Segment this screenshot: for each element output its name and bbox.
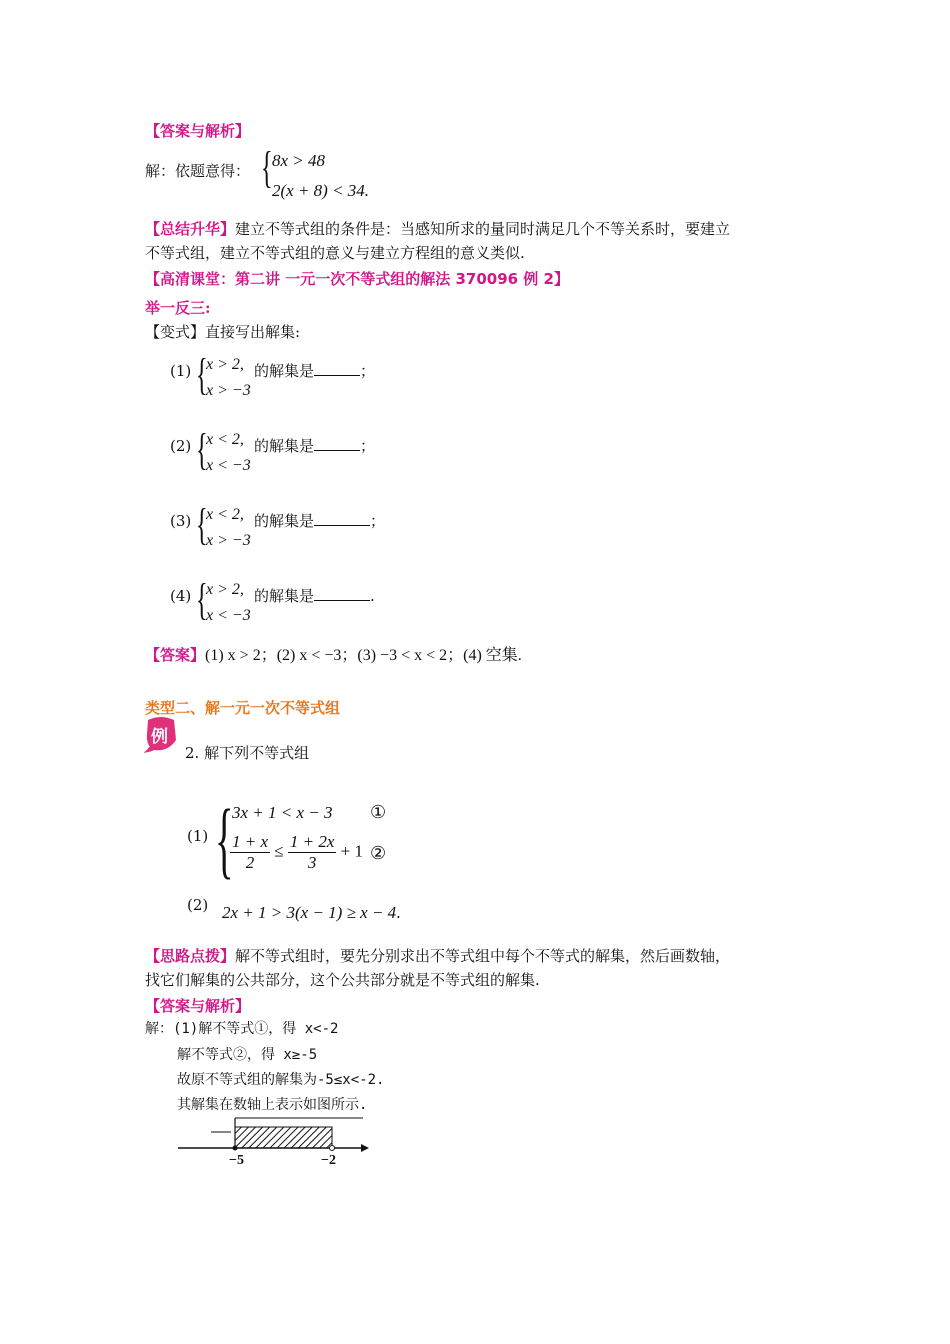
fraction-right-numerator: 1 + 2x [289, 832, 335, 851]
variant-end: ； [370, 512, 386, 530]
part2-number: (2) [187, 896, 209, 914]
part2-inequality-end: . [396, 903, 401, 922]
answer-blank [314, 511, 370, 526]
variant-item-2 [170, 425, 430, 478]
answer-blank [314, 586, 370, 601]
hint-line-2: 找它们解集的公共部分，这个公共部分就是不等式组的解集. [145, 971, 540, 989]
hint-line-1 [145, 946, 730, 966]
answer-line [145, 645, 522, 666]
variant-bottom: x < −3 [206, 457, 251, 474]
solution-prefix: 解：依题意得： [145, 162, 251, 180]
part1-mark-1: ① [370, 802, 387, 822]
answer-text: (1) x > 2；(2) x < −3；(3) −3 < x < 2；(4) 空集. [205, 647, 522, 664]
summary-line-2: 不等式组，建立不等式组的意义与建立方程组的意义类似. [145, 244, 525, 262]
variant-end: ； [360, 437, 376, 455]
part1-mark-2: ② [370, 843, 387, 863]
number-line-svg [175, 1115, 375, 1175]
variant-number: (3) [170, 512, 192, 530]
solution2-line-3: 故原不等式组的解集为-5≤x<-2. [177, 1072, 385, 1088]
number-line-diagram [175, 1115, 375, 1175]
plus-one: + 1 [340, 841, 363, 861]
summary-label: 【总结升华】 [145, 220, 236, 238]
tick-label-right: −2 [321, 1153, 336, 1168]
tick-label-left: −5 [229, 1153, 244, 1168]
variant-top: x < 2, [206, 506, 244, 523]
fraction-right [288, 832, 337, 873]
variant-item-1 [170, 350, 430, 403]
solution-inequality-1: 8x > 48 [272, 151, 326, 170]
fraction-left [230, 832, 270, 873]
variant-bottom: x > −3 [206, 532, 251, 549]
variant-item-3 [170, 500, 430, 553]
classroom-heading: 【高清课堂：第二讲 一元一次不等式组的解法 370096 例 2】 [145, 270, 569, 288]
axis-arrow-icon [361, 1144, 369, 1152]
variant-heading: 【变式】直接写出解集: [145, 323, 301, 341]
answer-analysis-heading-2: 【答案与解析】 [145, 997, 251, 1015]
solid-point-left [233, 1146, 238, 1151]
part2-inequality [222, 903, 400, 923]
part1-inequality-1: 3x + 1 < x − 3 [232, 803, 333, 822]
variant-bottom: x > −3 [206, 382, 251, 399]
variant-top: x > 2, [206, 581, 244, 598]
variant-top: x < 2, [206, 431, 244, 448]
solution2-line-2: 解不等式②，得 x≥-5 [177, 1047, 318, 1063]
part1-brace: { [215, 791, 234, 887]
example-badge-icon [144, 716, 178, 754]
solution2-line-4: 其解集在数轴上表示如图所示. [177, 1097, 368, 1113]
fraction-left-denominator: 2 [245, 853, 255, 872]
solution-region [235, 1127, 332, 1148]
variant-brace: { [196, 500, 208, 549]
system-brace: { [261, 143, 273, 192]
type2-heading: 类型二、解一元一次不等式组 [145, 699, 341, 717]
variant-text: 的解集是 [254, 362, 315, 380]
practice-heading: 举一反三: [145, 299, 211, 317]
fraction-right-denominator: 3 [307, 853, 317, 872]
variant-text: 的解集是 [254, 587, 315, 605]
fraction-left-numerator: 1 + x [232, 832, 269, 851]
variant-text: 的解集是 [254, 437, 315, 455]
variant-number: (2) [170, 437, 192, 455]
hint-label: 【思路点拨】 [145, 947, 236, 965]
part2-inequality-text: 2x + 1 > 3(x − 1) ≥ x − 4 [222, 903, 397, 922]
summary-text-1: 建立不等式组的条件是：当感知所求的量同时满足几个不等关系时，要建立 [235, 220, 731, 238]
answer-label: 【答案】 [145, 646, 206, 664]
variant-brace: { [196, 350, 208, 399]
variant-bottom: x < −3 [206, 607, 251, 624]
variant-end: . [370, 587, 375, 605]
le-sign: ≤ [274, 841, 284, 861]
answer-blank [314, 436, 360, 451]
badge-text: 例 [151, 727, 168, 747]
hint-text-1: 解不等式组时，要先分别求出不等式组中每个不等式的解集，然后画数轴， [235, 947, 731, 965]
part1-number: (1) [187, 827, 209, 845]
solution2-line-1: 解：(1)解不等式①，得 x<-2 [145, 1021, 339, 1037]
variant-top: x > 2, [206, 356, 244, 373]
answer-blank [314, 361, 360, 376]
variant-brace: { [196, 425, 208, 474]
solution-inequality-2: 2(x + 8) < 34. [272, 181, 370, 200]
part1-inequality-2 [230, 832, 363, 873]
variant-item-4 [170, 575, 430, 628]
variant-number: (4) [170, 587, 192, 605]
variant-brace: { [196, 575, 208, 624]
answer-analysis-heading: 【答案与解析】 [145, 122, 251, 140]
hollow-point-right [330, 1146, 335, 1151]
variant-text: 的解集是 [254, 512, 315, 530]
variant-end: ； [360, 362, 376, 380]
variant-number: (1) [170, 362, 192, 380]
summary-line-1 [145, 219, 730, 239]
example-title: 2. 解下列不等式组 [185, 744, 310, 762]
